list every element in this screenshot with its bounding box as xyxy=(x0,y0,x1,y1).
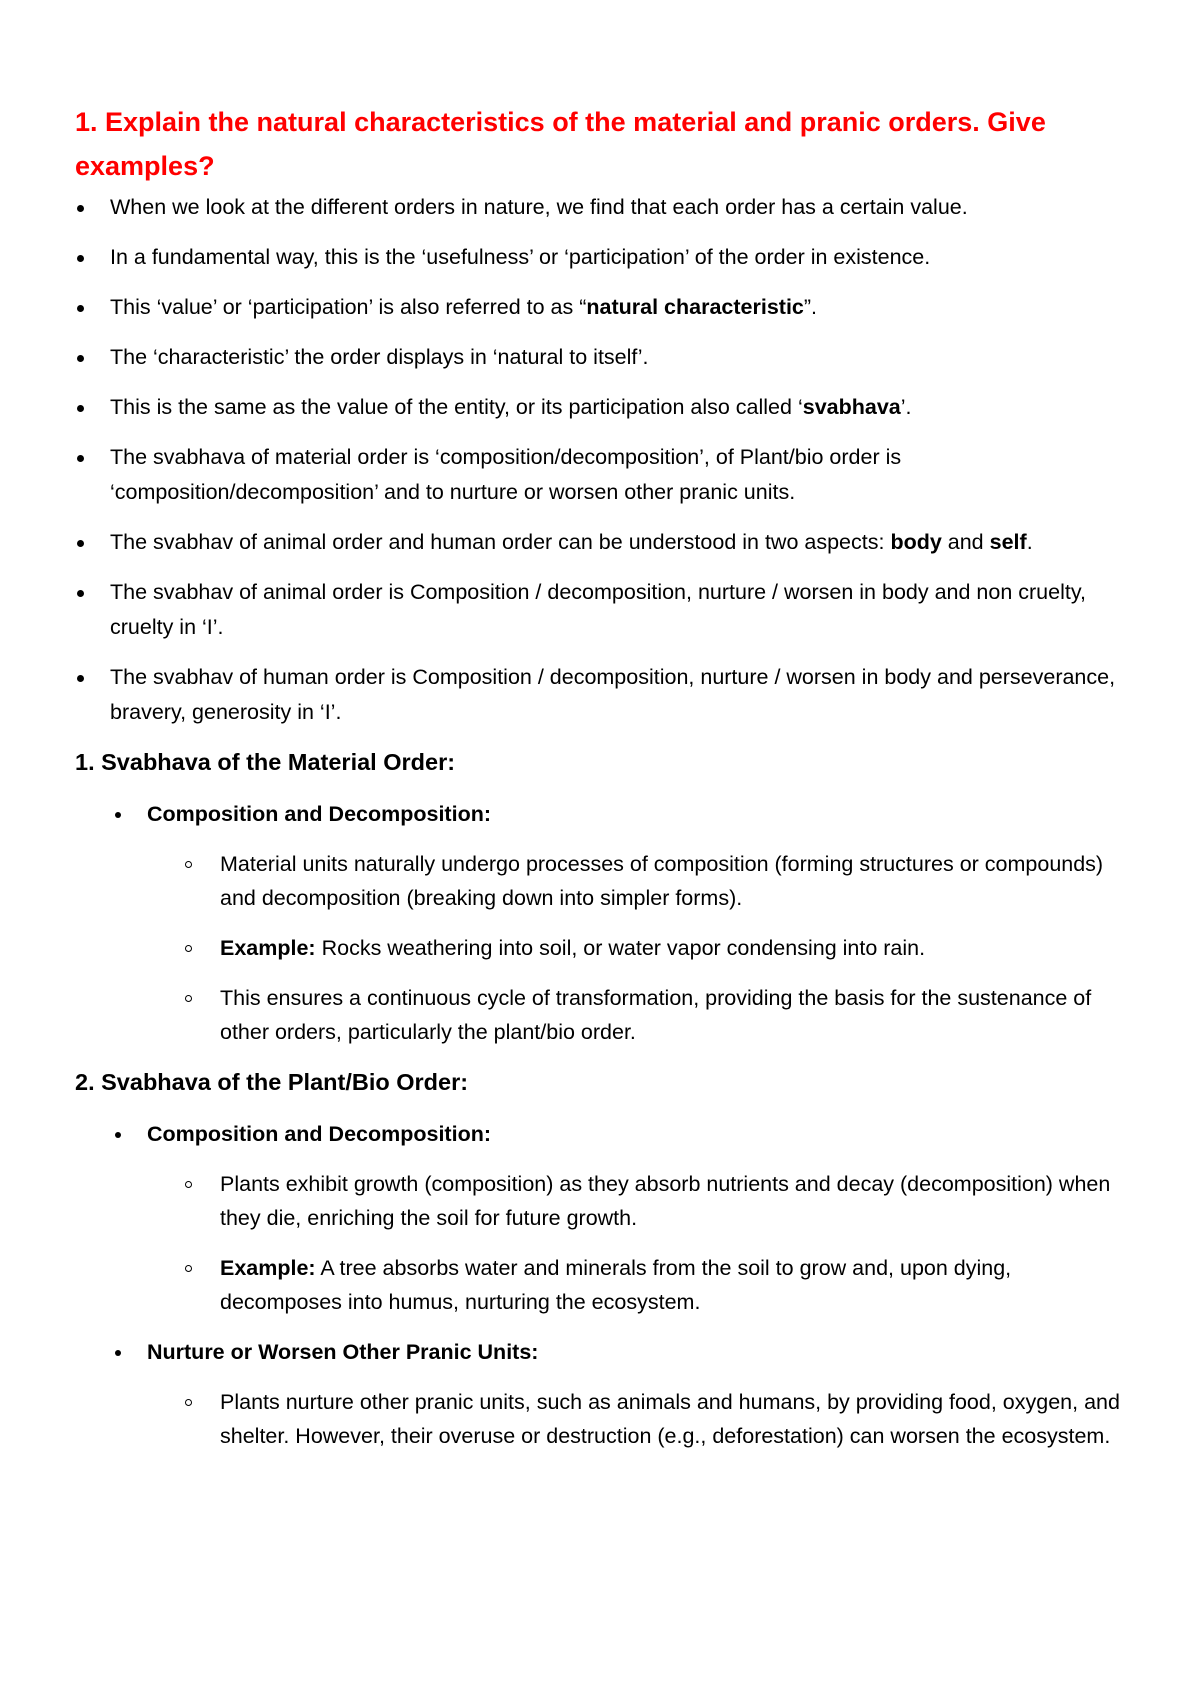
bullet-icon xyxy=(115,812,121,818)
list-item: The svabhav of human order is Composition / decomposition, nurture / worsen in body and perseverance, bravery, generosity in ‘I’. xyxy=(75,660,1120,730)
material-order-heading: 1. Svabhava of the Material Order: xyxy=(75,749,456,775)
plant-order-heading: 2. Svabhava of the Plant/Bio Order: xyxy=(75,1069,469,1095)
bullet-icon xyxy=(77,405,84,412)
question-heading: 1. Explain the natural characteristics of the material and pranic orders. Give examples? xyxy=(75,107,1046,181)
bullet-icon xyxy=(77,255,84,262)
plant-subheading: Composition and Decomposition: xyxy=(75,1117,1120,1151)
intro-bullet-list xyxy=(75,190,1120,730)
list-item: The svabhava of material order is ‘composition/decomposition’, of Plant/bio order is ‘composition/decomposition’ and to nurture or worsen other pranic units. xyxy=(75,440,1120,510)
list-item: The ‘characteristic’ the order displays in ‘natural to itself’. xyxy=(75,340,1120,375)
bullet-icon xyxy=(77,205,84,212)
bullet-icon xyxy=(115,1132,121,1138)
list-item: Material units naturally undergo processes of composition (forming structures or compounds) and decomposition (breaking down into simpler forms). xyxy=(75,847,1120,915)
bullet-icon xyxy=(77,675,84,682)
list-item: Example: A tree absorbs water and minerals from the soil to grow and, upon dying, decomposes into humus, nurturing the ecosystem. xyxy=(75,1251,1120,1319)
bullet-icon xyxy=(77,305,84,312)
material-subheading: Composition and Decomposition: xyxy=(75,797,1120,831)
list-item: The svabhav of animal order and human order can be understood in two aspects: body and self. xyxy=(75,525,1120,560)
bullet-icon xyxy=(77,455,84,462)
list-item: Plants nurture other pranic units, such as animals and humans, by providing food, oxygen, and shelter. However, their overuse or destruction (e.g., deforestation) can worsen the ecosystem. xyxy=(75,1385,1120,1453)
bullet-icon xyxy=(77,355,84,362)
bullet-icon xyxy=(115,1350,121,1356)
circle-bullet-icon xyxy=(185,861,192,868)
circle-bullet-icon xyxy=(185,945,192,952)
list-item: Plants exhibit growth (composition) as they absorb nutrients and decay (decomposition) when they die, enriching the soil for future growth. xyxy=(75,1167,1120,1235)
plant-subheading: Nurture or Worsen Other Pranic Units: xyxy=(75,1335,1120,1369)
bullet-icon xyxy=(77,590,84,597)
list-item: The svabhav of animal order is Composition / decomposition, nurture / worsen in body and non cruelty, cruelty in ‘I’. xyxy=(75,575,1120,645)
circle-bullet-icon xyxy=(185,1181,192,1188)
circle-bullet-icon xyxy=(185,1399,192,1406)
list-item: Example: Rocks weathering into soil, or water vapor condensing into rain. xyxy=(75,931,1120,965)
list-item: This ensures a continuous cycle of transformation, providing the basis for the sustenance of other orders, particularly the plant/bio order. xyxy=(75,981,1120,1049)
circle-bullet-icon xyxy=(185,1265,192,1272)
list-item: When we look at the different orders in nature, we find that each order has a certain value. xyxy=(75,190,1120,225)
list-item: In a fundamental way, this is the ‘usefulness’ or ‘participation’ of the order in existence. xyxy=(75,240,1120,275)
circle-bullet-icon xyxy=(185,995,192,1002)
list-item: This ‘value’ or ‘participation’ is also referred to as “natural characteristic”. xyxy=(75,290,1120,325)
bullet-icon xyxy=(77,540,84,547)
list-item: This is the same as the value of the entity, or its participation also called ‘svabhava’. xyxy=(75,390,1120,425)
